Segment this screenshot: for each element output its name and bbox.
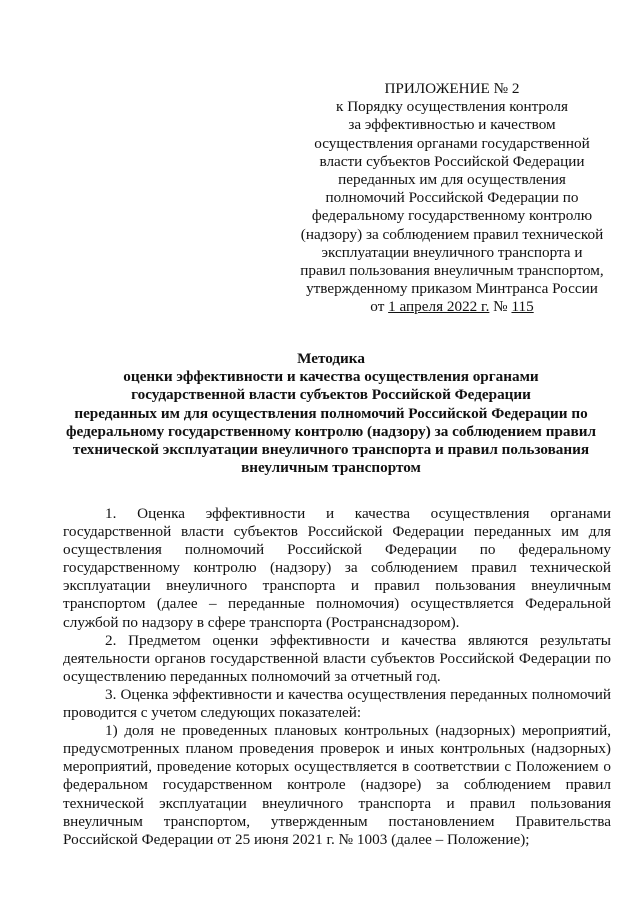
appendix-line: (надзору) за соблюдением правил технической (300, 225, 604, 243)
appendix-line: за эффективностью и качеством (348, 116, 556, 134)
appendix-line: эксплуатации внеуличного транспорта и (321, 243, 583, 261)
title-line: внеуличным транспортом (241, 459, 421, 477)
appendix-line: полномочий Российской Федерации по (325, 189, 579, 207)
title-line: федеральному государственному контролю (надзору) за соблюдением правил (66, 422, 596, 440)
number-prefix: № (489, 298, 512, 316)
appendix-line: федеральному государственному контролю (311, 207, 593, 225)
appendix-line: утвержденному приказом Минтранса России (306, 280, 598, 298)
paragraph-1: 1. Оценка эффективности и качества осуществления органами государственной власти субъектов Российской Федерации переданных им для осуществления полномочий Российской Федерации по федеральному государственному контролю (надзору) за соблюдением правил технической эксплуатации внеуличного транспорта и правил пользования внеуличным транспортом (далее – переданные полномочия) осуществляется Федеральной службой по надзору в сфере транспорта (Ространснадзором). (63, 505, 611, 631)
order-date: 1 апреля 2022 г. (388, 298, 490, 316)
appendix-header (282, 80, 622, 317)
appendix-line: к Порядку осуществления контроля (336, 98, 568, 116)
document-title (50, 350, 612, 477)
paragraph-2: 2. Предметом оценки эффективности и качества являются результаты деятельности органов государственной власти субъектов Российской Федерации по осуществлению переданных полномочий за отчетный год. (63, 631, 611, 685)
paragraph-3: 3. Оценка эффективности и качества осуществления переданных полномочий проводится с учетом следующих показателей: (63, 685, 611, 722)
title-line: переданных им для осуществления полномочий Российской Федерации по (74, 404, 588, 422)
appendix-line: власти субъектов Российской Федерации (319, 152, 585, 170)
order-number: 115 (511, 298, 534, 316)
appendix-title: ПРИЛОЖЕНИЕ № 2 (384, 80, 520, 97)
appendix-line: правил пользования внеуличным транспортом, (300, 262, 604, 280)
appendix-line: осуществления органами государственной (314, 134, 590, 152)
date-prefix: от (370, 298, 389, 316)
title-line: технической эксплуатации внеуличного транспорта и правил пользования (72, 441, 590, 459)
title-line: оценки эффективности и качества осуществления органами (123, 368, 539, 386)
paragraph-4: 1) доля не проведенных плановых контрольных (надзорных) мероприятий, предусмотренных планом проведения проверок и иных контрольных (надзорных) мероприятий, проведение которых осуществляется в соответствии с Положением о федеральном государственном контроле (надзоре) за соблюдением правил технической эксплуатации внеуличного транспорта и правил пользования внеуличным транспортом, утвержденным постановлением Правительства Российской Федерации от 25 июня 2021 г. № 1003 (далее – Положение); (63, 722, 611, 848)
document-body (63, 505, 611, 849)
title-line: государственной власти субъектов Российской Федерации (131, 386, 531, 404)
title-line: Методика (297, 350, 365, 367)
appendix-line: переданных им для осуществления (338, 171, 566, 189)
appendix-date-line (282, 298, 622, 316)
